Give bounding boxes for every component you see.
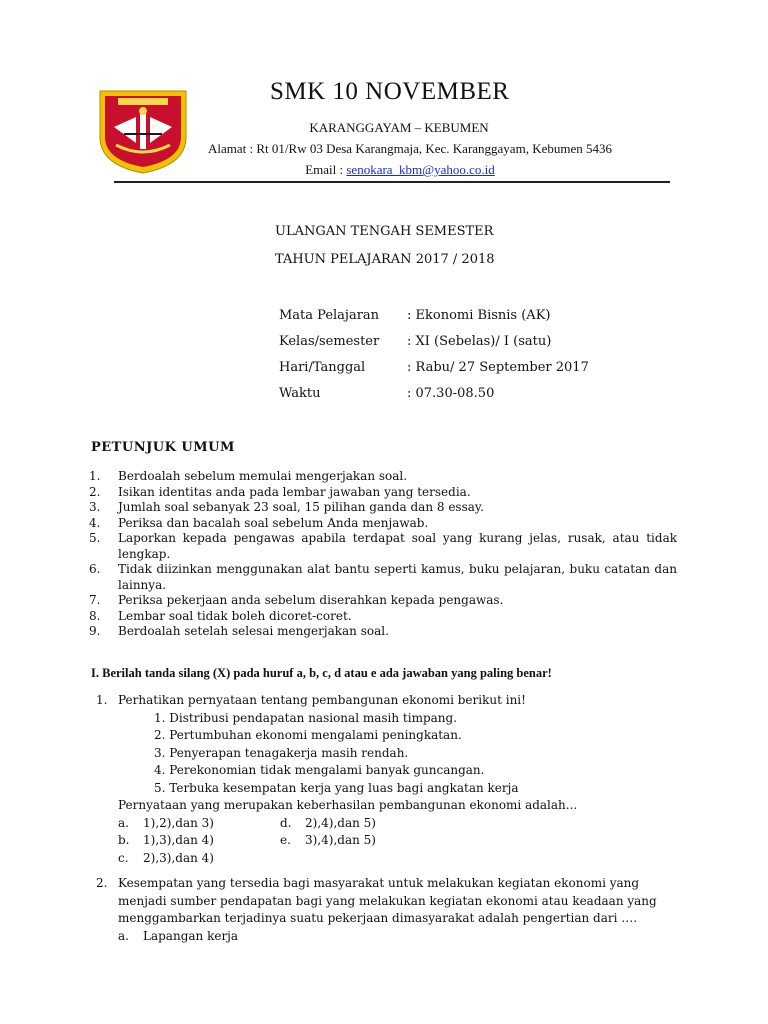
answer-option[interactable] <box>118 832 280 850</box>
school-email-line <box>16 162 768 178</box>
list-item <box>89 469 677 485</box>
item-text: Berdoalah setelah selesai mengerjakan soal. <box>118 624 389 638</box>
statement-item: 3. Penyerapan tenagakerja masih rendah. <box>154 745 409 760</box>
info-row <box>279 386 494 401</box>
item-text: Periksa dan bacalah soal sebelum Anda menjawab. <box>118 515 429 530</box>
statement-item: 2. Pertumbuhan ekonomi mengalami peningkatan. <box>154 728 462 742</box>
question-number: 1. <box>96 693 108 707</box>
item-number: 9. <box>89 624 101 638</box>
item-text: Periksa pekerjaan anda sebelum diserahkan kepada pengawas. <box>118 593 504 607</box>
info-key: Mata Pelajaran <box>279 308 380 323</box>
info-key: Hari/Tanggal <box>279 360 366 375</box>
answer-option[interactable] <box>280 815 480 833</box>
question-prompt: Pernyataan yang merupakan keberhasilan pembangunan ekonomi adalah... <box>118 798 578 812</box>
item-number: 4. <box>89 515 101 530</box>
option-text: 2),3),dan 4) <box>143 850 214 865</box>
option-text: 3),4),dan 5) <box>305 833 376 847</box>
option-text: 2),4),dan 5) <box>305 815 376 830</box>
question-intro: Perhatikan pernyataan tentang pembangunan ekonomi berikut ini! <box>118 693 526 707</box>
option-letter: b. <box>118 833 130 847</box>
list-item <box>89 485 677 501</box>
item-text: Lembar soal tidak boleh dicoret-coret. <box>118 608 352 623</box>
option-letter: a. <box>118 928 129 943</box>
header-divider <box>114 181 670 183</box>
item-number: 2. <box>89 484 101 499</box>
option-text: 1),3),dan 4) <box>143 833 214 847</box>
school-location: KARANGGAYAM – KEBUMEN <box>309 120 489 135</box>
option-text: 1),2),dan 3) <box>143 815 214 830</box>
answer-options <box>118 815 676 868</box>
email-label: Email : <box>305 162 347 177</box>
list-item <box>89 593 677 609</box>
email-link[interactable]: senokara_kbm@yahoo.co.id <box>346 162 495 177</box>
option-letter: a. <box>118 815 129 830</box>
statement-item: 4. Perekonomian tidak mengalami banyak guncangan. <box>154 763 485 777</box>
question-1 <box>96 692 676 867</box>
item-number: 5. <box>89 531 101 545</box>
answer-option[interactable] <box>280 832 480 850</box>
question-text: Kesempatan yang tersedia bagi masyarakat untuk melakukan kegiatan ekonomi yang menjadi sumber pendapatan bagi yang melakukan kegiatan ekonomi atau keadaan yang menggambarkan terjadinya suatu pekerjaan dimasyarakat adalah pengertian dari …. <box>118 876 657 925</box>
item-number: 1. <box>89 469 101 483</box>
item-number: 7. <box>89 593 101 607</box>
item-text: Berdoalah sebelum memulai mengerjakan soal. <box>118 469 408 483</box>
question-2 <box>96 875 676 945</box>
info-value: : XI (Sebelas)/ I (satu) <box>407 334 552 349</box>
info-value: : 07.30-08.50 <box>407 386 495 401</box>
statement-item: 1. Distribusi pendapatan nasional masih timpang. <box>154 710 458 725</box>
info-row <box>279 334 551 349</box>
item-number: 6. <box>89 562 101 576</box>
item-text: Isikan identitas anda pada lembar jawaban yang tersedia. <box>118 484 471 499</box>
school-name: SMK 10 NOVEMBER <box>270 78 510 105</box>
statement-item: 5. Terbuka kesempatan kerja yang luas bagi angkatan kerja <box>154 780 519 795</box>
info-key: Kelas/semester <box>279 334 380 349</box>
list-item <box>89 562 677 593</box>
petunjuk-list <box>89 469 677 640</box>
info-row <box>279 360 589 375</box>
answer-option[interactable] <box>118 815 280 833</box>
item-text: Tidak diizinkan menggunakan alat bantu seperti kamus, buku pelajaran, buku catatan dan lainnya. <box>118 562 677 592</box>
answer-option[interactable] <box>118 850 280 868</box>
info-key: Waktu <box>279 386 321 401</box>
item-number: 3. <box>89 500 101 514</box>
part1-heading: I. Berilah tanda silang (X) pada huruf a, b, c, d atau e ada jawaban yang paling benar! <box>91 666 552 680</box>
info-value: : Rabu/ 27 September 2017 <box>407 360 589 375</box>
list-item <box>89 516 677 532</box>
statement-list <box>154 710 676 798</box>
petunjuk-title: PETUNJUK UMUM <box>91 440 235 455</box>
info-row <box>279 308 550 323</box>
list-item <box>89 500 677 516</box>
school-address: Alamat : Rt 01/Rw 03 Desa Karangmaja, Kec. Karanggayam, Kebumen 5436 <box>208 141 612 156</box>
answer-option[interactable] <box>118 928 676 946</box>
info-value: : Ekonomi Bisnis (AK) <box>407 308 551 323</box>
option-letter: e. <box>280 833 291 847</box>
exam-year: TAHUN PELAJARAN 2017 / 2018 <box>275 252 495 267</box>
option-letter: d. <box>280 815 292 830</box>
option-letter: c. <box>118 850 129 865</box>
question-number: 2. <box>96 876 108 890</box>
item-text: Jumlah soal sebanyak 23 soal, 15 pilihan ganda dan 8 essay. <box>118 500 484 514</box>
item-number: 8. <box>89 608 101 623</box>
exam-title: ULANGAN TENGAH SEMESTER <box>275 224 494 239</box>
list-item <box>89 624 677 640</box>
option-text: Lapangan kerja <box>143 928 239 943</box>
item-text: Laporkan kepada pengawas apabila terdapat soal yang kurang jelas, rusak, atau tidak lengkap. <box>118 531 677 561</box>
list-item <box>89 609 677 625</box>
list-item <box>89 531 677 562</box>
